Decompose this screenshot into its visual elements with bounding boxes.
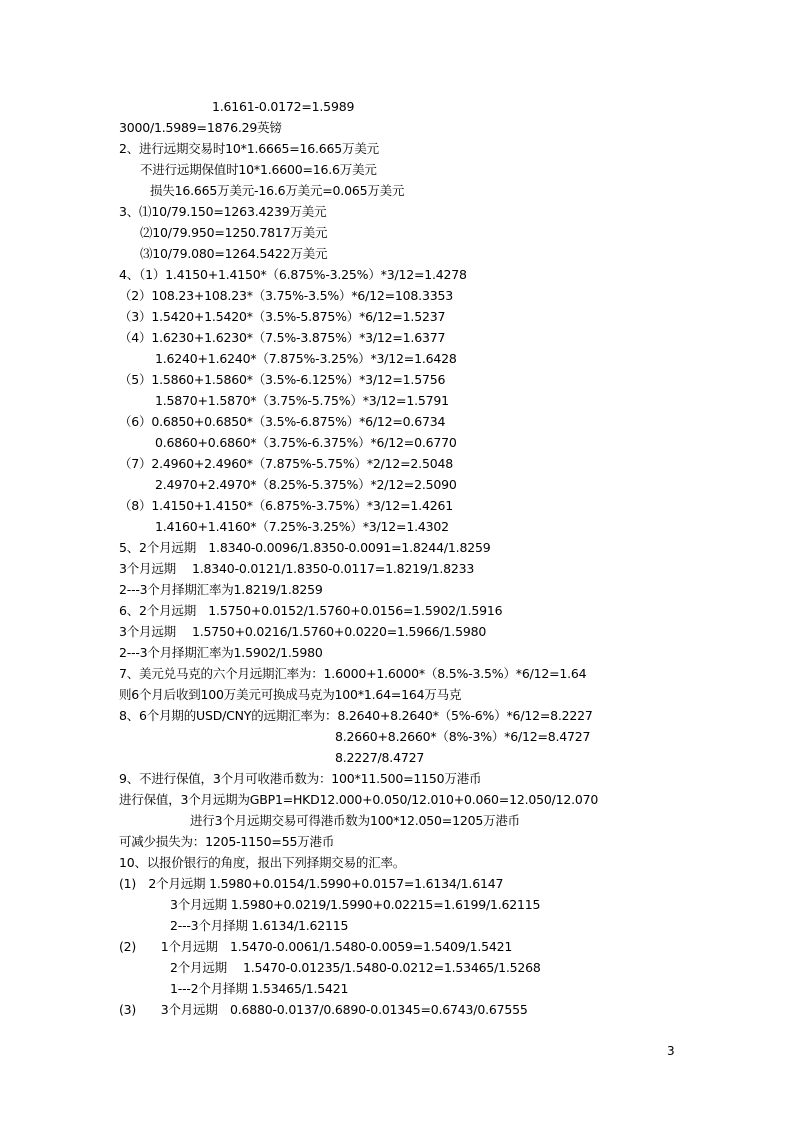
text-line: （5）1.5860+1.5860*（3.5%-6.125%）*3/12=1.5756 xyxy=(119,372,446,387)
text-line: 0.6860+0.6860*（3.75%-6.375%）*6/12=0.6770 xyxy=(155,435,457,450)
text-line: 10、以报价银行的角度，报出下列择期交易的汇率。 xyxy=(119,855,406,870)
text-line: 7、美元兑马克的六个月远期汇率为：1.6000+1.6000*（8.5%-3.5%）*6/12=1.64 xyxy=(119,666,587,681)
text-line: 3个月远期 1.5980+0.0219/1.5990+0.02215=1.6199/1.62115 xyxy=(170,897,541,912)
text-line: 不进行远期保值时10*1.6600=16.6万美元 xyxy=(140,162,377,177)
text-line: （3）1.5420+1.5420*（3.5%-5.875%）*6/12=1.5237 xyxy=(119,309,446,324)
text-line: （7）2.4960+2.4960*（7.875%-5.75%）*2/12=2.5048 xyxy=(119,456,453,471)
text-line: 1.5870+1.5870*（3.75%-5.75%）*3/12=1.5791 xyxy=(155,393,449,408)
text-line: 6、2个月远期 1.5750+0.0152/1.5760+0.0156=1.5902/1.5916 xyxy=(119,603,503,618)
text-line: 3、⑴10/79.150=1263.4239万美元 xyxy=(119,204,327,219)
text-line: 1.4160+1.4160*（7.25%-3.25%）*3/12=1.4302 xyxy=(155,519,449,534)
page-number: 3 xyxy=(667,1044,675,1058)
text-line: 3个月远期 1.5750+0.0216/1.5760+0.0220=1.5966/1.5980 xyxy=(119,624,487,639)
text-line: 1.6161-0.0172=1.5989 xyxy=(212,99,355,114)
text-line: 1.6240+1.6240*（7.875%-3.25%）*3/12=1.6428 xyxy=(155,351,457,366)
text-line: 3个月远期 1.8340-0.0121/1.8350-0.0117=1.8219/1.8233 xyxy=(119,561,475,576)
text-line: 8.2227/8.4727 xyxy=(335,750,425,765)
text-line: 进行3个月远期交易可得港币数为100*12.050=1205万港币 xyxy=(190,813,520,828)
text-line: 2---3个月择期 1.6134/1.62115 xyxy=(170,918,349,933)
text-line: 9、不进行保值，3个月可收港币数为：100*11.500=1150万港币 xyxy=(119,771,482,786)
text-line: 可减少损失为：1205-1150=55万港币 xyxy=(119,834,335,849)
text-line: 4、（1）1.4150+1.4150*（6.875%-3.25%）*3/12=1.4278 xyxy=(119,267,467,282)
text-line: （6）0.6850+0.6850*（3.5%-6.875%）*6/12=0.6734 xyxy=(119,414,446,429)
text-line: 2、进行远期交易时10*1.6665=16.665万美元 xyxy=(119,141,379,156)
text-line: 2---3个月择期汇率为1.5902/1.5980 xyxy=(119,645,323,660)
text-line: (1) 2个月远期 1.5980+0.0154/1.5990+0.0157=1.6134/1.6147 xyxy=(119,876,504,891)
text-line: 则6个月后收到100万美元可换成马克为100*1.64=164万马克 xyxy=(119,687,462,702)
text-line: 5、2个月远期 1.8340-0.0096/1.8350-0.0091=1.8244/1.8259 xyxy=(119,540,491,555)
text-line: (3) 3个月远期 0.6880-0.0137/0.6890-0.01345=0.6743/0.67555 xyxy=(119,1002,528,1017)
text-line: 8、6个月期的USD/CNY的远期汇率为：8.2640+8.2640*（5%-6%）*6/12=8.2227 xyxy=(119,708,593,723)
text-line: ⑶10/79.080=1264.5422万美元 xyxy=(140,246,328,261)
text-line: 3000/1.5989=1876.29英镑 xyxy=(119,120,282,135)
text-line: 2个月远期 1.5470-0.01235/1.5480-0.0212=1.53465/1.5268 xyxy=(170,960,541,975)
text-line: 进行保值，3个月远期为GBP1=HKD12.000+0.050/12.010+0.060=12.050/12.070 xyxy=(119,792,599,807)
text-line: 2---3个月择期汇率为1.8219/1.8259 xyxy=(119,582,323,597)
text-line: （8）1.4150+1.4150*（6.875%-3.75%）*3/12=1.4261 xyxy=(119,498,453,513)
text-line: 1---2个月择期 1.53465/1.5421 xyxy=(170,981,349,996)
text-line: ⑵10/79.950=1250.7817万美元 xyxy=(140,225,328,240)
text-line: 2.4970+2.4970*（8.25%-5.375%）*2/12=2.5090 xyxy=(155,477,457,492)
text-line: (2) 1个月远期 1.5470-0.0061/1.5480-0.0059=1.5409/1.5421 xyxy=(119,939,513,954)
text-line: 损失16.665万美元-16.6万美元=0.065万美元 xyxy=(150,183,405,198)
text-line: 8.2660+8.2660*（8%-3%）*6/12=8.4727 xyxy=(335,729,591,744)
text-line: （4）1.6230+1.6230*（7.5%-3.875%）*3/12=1.6377 xyxy=(119,330,446,345)
text-line: （2）108.23+108.23*（3.75%-3.5%）*6/12=108.3353 xyxy=(119,288,453,303)
